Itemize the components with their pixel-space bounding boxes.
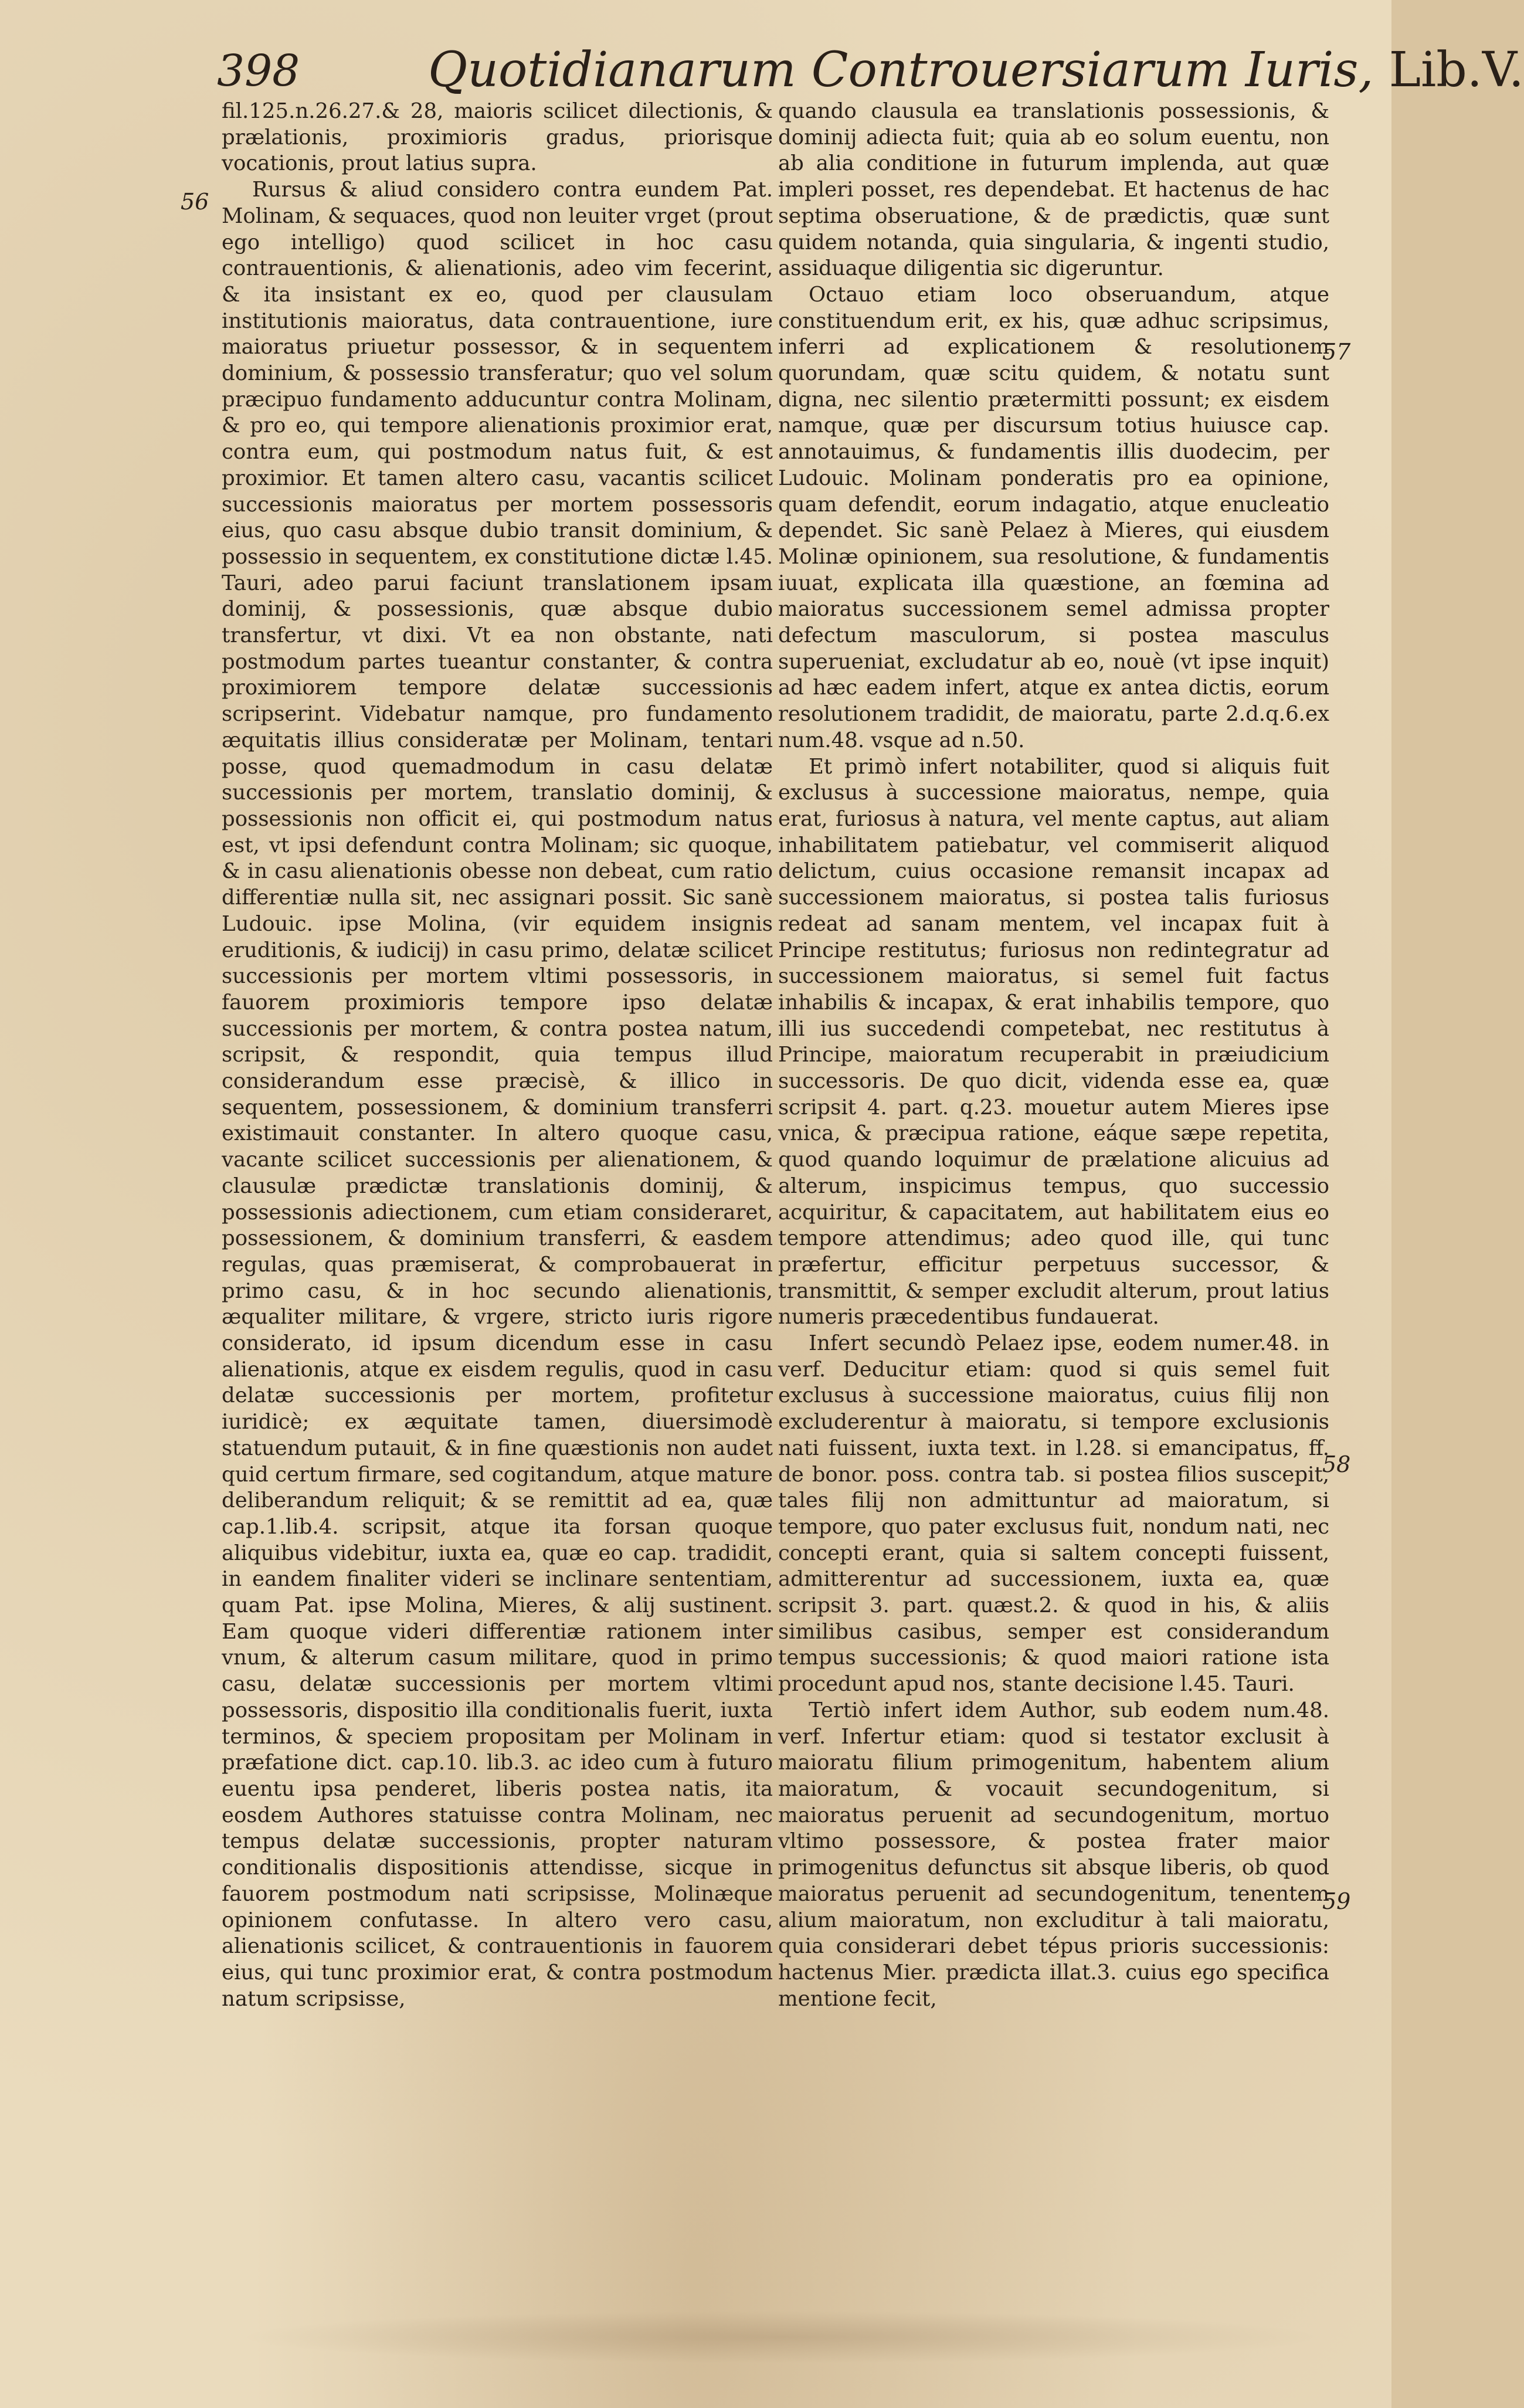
margin-number-56: 56 bbox=[181, 189, 209, 215]
right-paragraph-1: quando clausula ea translationis possessionis, & dominij adiecta fuit; quia ab eo solum euentu, non ab alia conditione in futurum implenda, aut quæ impleri posset, res dependebat. Et hactenus de hac septima obseruatione, & de prædictis, quæ sunt quidem notanda, quia singularia, & ingenti studio, assiduaque diligentia sic digeruntur. bbox=[778, 99, 1329, 281]
right-paragraph-2: Octauo etiam loco obseruandum, atque constituendum erit, ex his, quæ adhuc scripsimus, inferri ad explicationem & resolutionem quorundam, quæ scitu quidem, & notatu sunt digna, nec silentio prætermitti possunt; ex eisdem namque, quæ per discursum totius huiusce cap. annotauimus, & fundamentis illis duodecim, per Ludouic. Molinam ponderatis pro ea opinione, quam defendit, eorum indagatio, atque enucleatio dependet. Sic sanè Pelaez à Mieres, qui eiusdem Molinæ opinionem, sua resolutione, & fundamentis iuuat, explicata illa quæstione, an fœmina ad maioratus successionem semel admissa propter defectum masculorum, si postea masculus superueniat, excludatur ab eo, nouè (vt ipse inquit) ad hæc eadem infert, atque ex antea dictis, eorum resolutionem tradidit, de maioratu, parte 2.d.q.6.ex num.48. vsque ad n.50. bbox=[778, 282, 1329, 752]
left-paragraph-2: Rursus & aliud considero contra eundem Pat. Molinam, & sequaces, quod non leuiter vrget (prout ego intelligo) quod scilicet in hoc casu contrauentionis, & alienationis, adeo vim fecerint, & ita insistant ex eo, quod per clausulam institutionis maioratus, data contrauentione, iure maioratus priuetur possessor, & in sequentem dominium, & possessio transferatur; quo vel solum præcipuo fundamento adducuntur contra Molinam, & pro eo, qui tempore alienationis proximior erat, contra eum, qui postmodum natus fuit, & est proximior. Et tamen altero casu, vacantis scilicet successionis maioratus per mortem possessoris eius, quo casu absque dubio transit dominium, & possessio in sequentem, ex constitutione dictæ l.45. Tauri, adeo parui faciunt translationem ipsam dominij, & possessionis, quæ absque dubio transfertur, vt dixi. Vt ea non obstante, nati postmodum partes tueantur constanter, & contra proximiorem tempore delatæ successionis scripserint. Videbatur namque, pro fundamento æquitatis illius consideratæ per Molinam, tentari posse, quod quemadmodum in casu delatæ successionis per mortem, translatio dominij, & possessionis non officit ei, qui postmodum natus est, vt ipsi defendunt contra Molinam; sic quoque, & in casu alienationis obesse non debeat, cum ratio differentiæ nulla sit, nec assignari possit. Sic sanè Ludouic. ipse Molina, (vir equidem insignis eruditionis, & iudicij) in casu primo, delatæ scilicet successionis per mortem vltimi possessoris, in fauorem proximioris tempore ipso delatæ successionis per mortem, & contra postea natum, scripsit, & respondit, quia tempus illud considerandum esse præcisè, & illico in sequentem, possessionem, & dominium transferri existimauit constanter. In altero quoque casu, vacante scilicet successionis per alienationem, & clausulæ prædictæ translationis dominij, & possessionis adiectionem, cum etiam consideraret, possessionem, & dominium transferri, & easdem regulas, quas præmiserat, & comprobauerat in primo casu, & in hoc secundo alienationis, æqualiter militare, & vrgere, stricto iuris rigore considerato, id ipsum dicendum esse in casu alienationis, atque ex eisdem regulis, quod in casu delatæ successionis per mortem, profitetur iuridicè; ex æquitate tamen, diuersimodè statuendum putauit, & in fine quæstionis non audet quid certum firmare, sed cogitandum, atque mature deliberandum reliquit; & se remittit ad ea, quæ cap.1.lib.4. scripsit, atque ita forsan quoque aliquibus videbitur, iuxta ea, quæ eo cap. tradidit, in eandem finaliter videri se inclinare sententiam, quam Pat. ipse Molina, Mieres, & alij sustinent. Eam quoque videri differentiæ rationem inter vnum, & alterum casum militare, quod in primo casu, delatæ successionis per mortem vltimi possessoris, dispositio illa conditionalis fuerit, iuxta terminos, & speciem propositam per Molinam in præfatione dict. cap.10. lib.3. ac ideo cum à futuro euentu ipsa penderet, liberis postea natis, ita eosdem Authores statuisse contra Molinam, nec tempus delatæ successionis, propter naturam conditionalis dispositionis attendisse, sicque in fauorem postmodum nati scripsisse, Molinæque opinionem confutasse. In altero vero casu, alienationis scilicet, & contrauentionis in fauorem eius, qui tunc proximior erat, & contra postmodum natum scripsisse, bbox=[222, 178, 773, 2011]
right-paragraph-4: Infert secundò Pelaez ipse, eodem numer.48. in verf. Deducitur etiam: quod si quis semel fuit exclusus à successione maioratus, cuius filij non excluderentur à maioratu, si tempore exclusionis nati fuissent, iuxta text. in l.28. si emancipatus, ff. de bonor. poss. contra tab. si postea filios suscepit, tales filij non admittuntur ad maioratum, si tempore, quo pater exclusus fuit, nondum nati, nec concepti erant, quia si saltem concepti fuissent, admitterentur ad successionem, iuxta ea, quæ scripsit 3. part. quæst.2. & quod in his, & aliis similibus casibus, semper est considerandum tempus successionis; & quod maiori ratione ista procedunt apud nos, stante decisione l.45. Tauri. bbox=[778, 1331, 1329, 1697]
page-footer-smudge bbox=[235, 2311, 1325, 2363]
right-paragraph-5: Tertiò infert idem Author, sub eodem num.48. verf. Infertur etiam: quod si testator exclusit à maioratu filium primogenitum, habentem alium maioratum, & vocauit secundogenitum, si maioratus peruenit ad secundogenitum, mortuo vltimo possessore, & postea frater maior primogenitus defunctus sit absque liberis, ob quod maioratus peruenit ad secundogenitum, tenentem alium maioratum, non excluditur à tali maioratu, quia considerari debet tépus prioris successionis: hactenus Mier. prædicta illat.3. cuius ego specifica mentione fecit, bbox=[778, 1698, 1329, 2011]
margin-number-58: 58 bbox=[1322, 1451, 1351, 1477]
right-column bbox=[778, 99, 1329, 2012]
left-column bbox=[222, 99, 773, 2012]
right-paragraph-3: Et primò infert notabiliter, quod si aliquis fuit exclusus à successione maioratus, nempe, quia erat, furiosus à natura, vel mente captus, aut aliam inhabilitatem patiebatur, vel commiserit aliquod delictum, cuius occasione remansit incapax ad successionem maioratus, si postea talis furiosus redeat ad sanam mentem, vel incapax fuit à Principe restitutus; furiosus non redintegratur ad successionem maioratus, si semel fuit factus inhabilis & incapax, & erat inhabilis tempore, quo illi ius succedendi competebat, nec restitutus à Principe, maioratum recuperabit in præiudicium successoris. De quo dicit, videnda esse ea, quæ scripsit 4. part. q.23. mouetur autem Mieres ipse vnica, & præcipua ratione, eáque sæpe repetita, quod quando loquimur de prælatione alicuius ad alterum, inspicimus tempus, quo successio acquiritur, & capacitatem, aut habilitatem eius eo tempore attendimus; adeo quod ille, qui tunc præfertur, efficitur perpetuus successor, & transmittit, & semper excludit alterum, prout latius numeris præcedentibus fundauerat. bbox=[778, 754, 1329, 1330]
margin-number-57: 57 bbox=[1322, 339, 1351, 365]
page-header bbox=[217, 34, 1524, 104]
running-title-text: Quotidianarum Controuersiarum Iuris, bbox=[428, 42, 1374, 98]
margin-number-59: 59 bbox=[1322, 1888, 1351, 1914]
left-paragraph-1: fil.125.n.26.27.& 28, maioris scilicet dilectionis, & prælationis, proximioris gradus, priorisque vocationis, prout latius supra. bbox=[222, 99, 773, 176]
running-title-book: Lib.V. bbox=[1389, 42, 1524, 98]
page-number: 398 bbox=[217, 46, 300, 96]
running-title bbox=[428, 42, 1524, 98]
